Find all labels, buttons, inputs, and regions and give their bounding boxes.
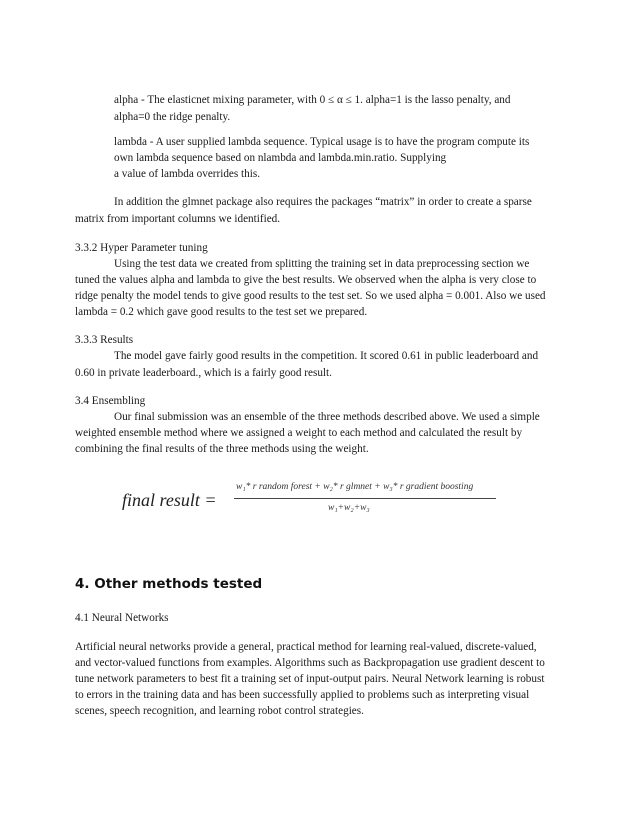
alpha-param-line-1: alpha - The elasticnet mixing parameter, with 0 ≤ α ≤ 1. alpha=1 is the lasso penalty, and xyxy=(114,94,511,106)
section-heading-other-methods: 4. Other methods tested xyxy=(75,576,263,592)
glmnet-note-line-2: matrix from important columns we identified. xyxy=(75,213,281,225)
final-result-formula xyxy=(122,482,494,518)
hyperparameter-line-4: lambda = 0.2 which gave good results to the test set we prepared. xyxy=(75,306,368,318)
neural-networks-line-2: and vector-valued functions from examples. Algorithms such as Backpropagation use gradient descent to xyxy=(75,657,545,669)
results-line-2: 0.60 in private leaderboard., which is a fairly good result. xyxy=(75,367,332,379)
section-title-results: 3.3.3 Results xyxy=(75,334,134,346)
formula-fraction-bar xyxy=(234,498,496,499)
neural-networks-line-5: scenes, speech recognition, and learning robot control strategies. xyxy=(75,705,364,717)
results-line-1: The model gave fairly good results in the competition. It scored 0.61 in public leaderboard and xyxy=(114,350,539,362)
lambda-param-line-2: own lambda sequence based on nlambda and lambda.min.ratio. Supplying xyxy=(114,152,447,164)
hyperparameter-line-3: ridge penalty the model tends to give good results to the test set. So we used alpha = 0.001. Also we used xyxy=(75,290,546,302)
formula-numerator: w₁* r random forest + w₂* r glmnet + w₃* r gradient boosting xyxy=(236,482,474,492)
lambda-param-line-3: a value of lambda overrides this. xyxy=(114,168,261,180)
lambda-param-line-1: lambda - A user supplied lambda sequence. Typical usage is to have the program compute its xyxy=(114,136,530,148)
formula-denominator: w₁+w₂+w₃ xyxy=(328,503,370,513)
formula-lhs: final result = xyxy=(122,490,217,510)
section-title-ensembling: 3.4 Ensembling xyxy=(75,395,146,407)
ensembling-line-1: Our final submission was an ensemble of the three methods described above. We used a simple xyxy=(114,411,540,423)
alpha-param-line-2: alpha=0 the ridge penalty. xyxy=(114,111,231,123)
ensembling-line-2: weighted ensemble method where we assigned a weight to each method and calculated the result by xyxy=(75,427,523,439)
neural-networks-line-4: to errors in the training data and has been successfully applied to problems such as interpreting visual xyxy=(75,689,530,701)
hyperparameter-line-2: tuned the values alpha and lambda to give the best results. We observed when the alpha is very close to xyxy=(75,274,537,286)
hyperparameter-line-1: Using the test data we created from splitting the training set in data preprocessing section we xyxy=(114,258,530,270)
ensembling-line-3: combining the final results of the three methods using the weight. xyxy=(75,443,369,455)
glmnet-note-line-1: In addition the glmnet package also requires the packages “matrix” in order to create a sparse xyxy=(114,196,532,208)
neural-networks-line-3: tune network parameters to best fit a training set of input-output pairs. Neural Network learning is robust xyxy=(75,673,545,685)
neural-networks-line-1: Artificial neural networks provide a general, practical method for learning real-valued, discrete-valued, xyxy=(75,641,537,653)
section-title-hyperparameter-tuning: 3.3.2 Hyper Parameter tuning xyxy=(75,242,208,254)
subsection-title-neural-networks: 4.1 Neural Networks xyxy=(75,612,169,624)
